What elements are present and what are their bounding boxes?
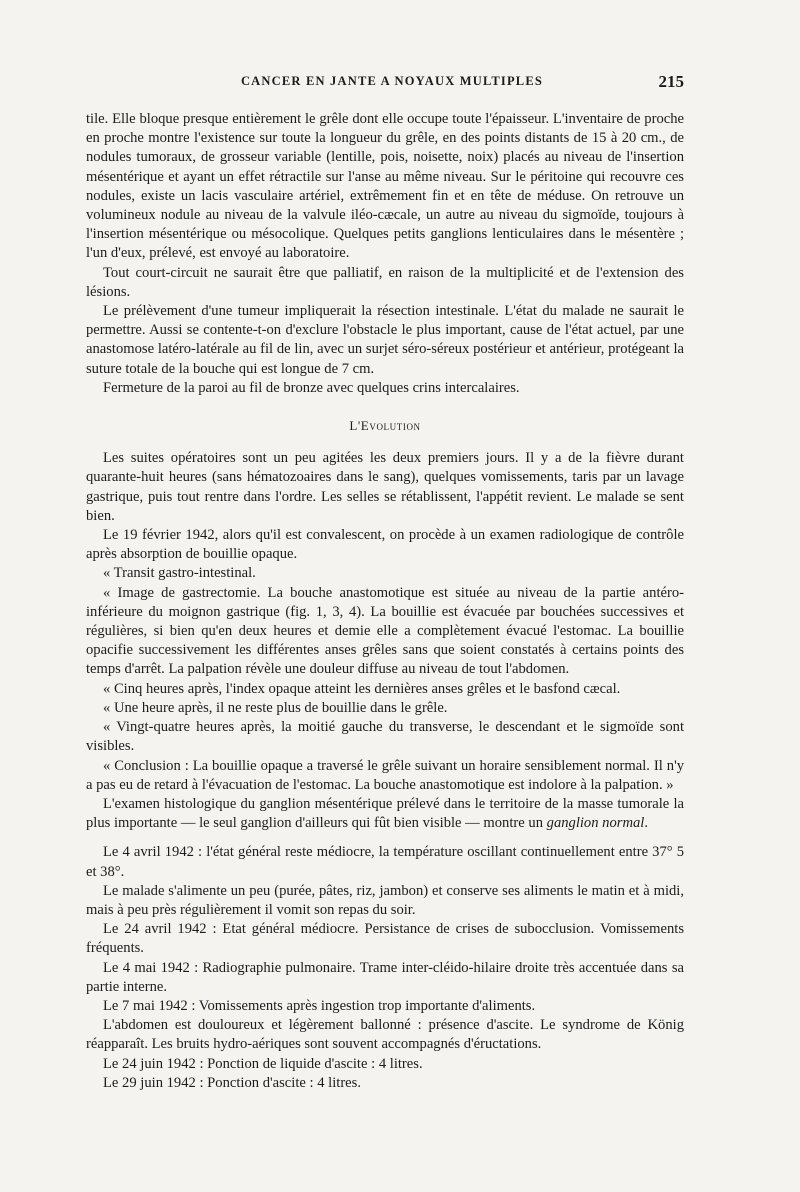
paragraph: Les suites opératoires sont un peu agitées les deux premiers jours. Il y a de la fièvre durant quarante-huit heures (sans hématozoaires dans le sang), quelques vomissements, taris par un lavage gastrique, puis tout rentre dans l'ordre. Les selles se rétablissent, l'appétit revient. Le malade se sent bien. — [86, 450, 684, 524]
paragraph: Tout court-circuit ne saurait être que palliatif, en raison de la multiplicité et de l'extension des lésions. — [86, 264, 684, 300]
histology-italic: ganglion normal — [546, 815, 645, 832]
quote-paragraph: « Cinq heures après, l'index opaque atteint les dernières anses grêles et le basfond cæcal. — [103, 680, 621, 697]
histology-text: L'examen histologique du ganglion mésentérique prélevé dans le territoire de la masse tumorale la plus importante — le seul ganglion d'ailleurs qui fût bien visible — montre un — [86, 795, 684, 832]
quote-paragraph: « Image de gastrectomie. La bouche anastomotique est située au niveau de la partie antéro-inférieure du moignon gastrique (fig. 1, 3, 4). La bouillie est évacuée par bouchées successives et régulières, si bien qu'en deux heures et demie elle a complètement évacué l'estomac. La bouillie opacifie successivement les différentes anses grêles sans que soient constatés à certains points des temps d'arrêt. La palpation révèle une douleur diffuse au niveau de tout l'abdomen. — [86, 584, 684, 678]
paragraph: Fermeture de la paroi au fil de bronze avec quelques crins intercalaires. — [103, 379, 520, 396]
histology-end: . — [644, 815, 648, 832]
quote-paragraph: « Une heure après, il ne reste plus de bouillie dans le grêle. — [103, 699, 448, 716]
paragraph: Le prélèvement d'une tumeur impliquerait la résection intestinale. L'état du malade ne saurait le permettre. Aussi se contente-t-on d'exclure l'obstacle le plus important, cause de l'état actuel, par une anastomose latéro-latérale au fil de lin, avec un surjet séro-séreux postérieur et antérieur, protégeant la suture totale de la bouche qui est longue de 7 cm. — [86, 303, 684, 377]
paragraph: Le 4 mai 1942 : Radiographie pulmonaire. Trame inter-cléido-hilaire droite très accentuée dans sa partie interne. — [86, 959, 684, 995]
paragraph: Le 7 mai 1942 : Vomissements après ingestion trop importante d'aliments. — [103, 997, 536, 1014]
paragraph: Le 24 avril 1942 : Etat général médiocre. Persistance de crises de subocclusion. Vomissements fréquents. — [86, 921, 684, 957]
histology-paragraph — [86, 795, 684, 833]
paragraph: L'abdomen est douloureux et légèrement ballonné : présence d'ascite. Le syndrome de König réapparaît. Les bruits hydro-aériques sont souvent accompagnés d'éructations. — [86, 1017, 684, 1053]
paragraph: tile. Elle bloque presque entièrement le grêle dont elle occupe toute l'épaisseur. L'inventaire de proche en proche montre l'existence sur toute la longueur du grêle, en des points distants de 15 à 20 cm., de nodules tumoraux, de grosseur variable (lentille, pois, noisette, noix) placés au niveau de l'insertion mésentérique et ayant un effet rétractile sur l'anse au même niveau. Sur le péritoine qui recouvre ces nodules, existe un lacis vasculaire artériel, extrêmement fin et en tête de méduse. On retrouve un volumineux nodule au niveau de la valvule iléo-cæcale, un autre au niveau du sigmoïde, toujours à l'insertion mésentérique ou mésocolique. Quelques petits ganglions lenticulaires dans le mésentère ; l'un d'eux, prélevé, est envoyé au laboratoire. — [86, 111, 684, 262]
paragraph: Le 19 février 1942, alors qu'il est convalescent, on procède à un examen radiologique de contrôle après absorption de bouillie opaque. — [86, 527, 684, 563]
paragraph: Le 24 juin 1942 : Ponction de liquide d'ascite : 4 litres. — [103, 1055, 423, 1072]
running-title: CANCER EN JANTE A NOYAUX MULTIPLES — [240, 74, 544, 88]
page-body — [86, 110, 684, 1093]
quote-paragraph: « Vingt-quatre heures après, la moitié gauche du transverse, le descendant et le sigmoïde sont visibles. — [86, 719, 684, 755]
quote-paragraph: « Transit gastro-intestinal. — [103, 565, 256, 582]
page-header — [100, 74, 684, 96]
quote-paragraph: « Conclusion : La bouillie opaque a traversé le grêle suivant un horaire sensiblement normal. Il n'y a pas eu de retard à l'évacuation de l'estomac. La bouche anastomotique est indolore à la palpation. » — [86, 757, 684, 793]
paragraph: Le malade s'alimente un peu (purée, pâtes, riz, jambon) et conserve ses aliments le matin et à midi, mais à peu près régulièrement il vomit son repas du soir. — [86, 882, 684, 918]
paragraph: Le 29 juin 1942 : Ponction d'ascite : 4 litres. — [103, 1074, 361, 1091]
section-heading: L'Evolution — [349, 418, 421, 434]
page-number: 215 — [658, 72, 684, 91]
paragraph: Le 4 avril 1942 : l'état général reste médiocre, la température oscillant continuellement entre 37° 5 et 38°. — [86, 844, 684, 880]
